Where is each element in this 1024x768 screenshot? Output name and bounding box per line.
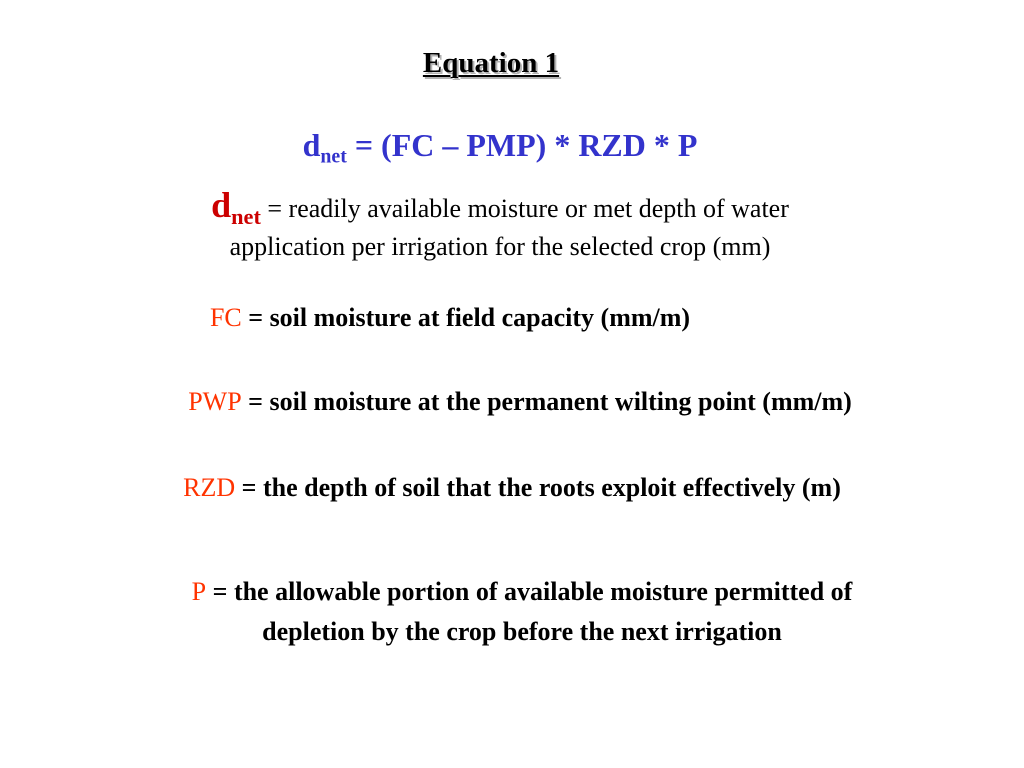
definition-dnet-term-subscript: net [231, 204, 261, 230]
definition-p-text-line2: depletion by the crop before the next irrigation [262, 617, 782, 646]
definition-p-term: P [191, 577, 207, 606]
definition-dnet-text-line1: = readily available moisture or met depth of water [260, 194, 789, 223]
definition-pwp [0, 384, 1024, 420]
definition-fc-term: FC [209, 303, 242, 332]
definition-fc-text: = soil moisture at field capacity (mm/m) [241, 303, 691, 332]
definition-dnet [0, 186, 1000, 266]
slide-title: Equation 1 [422, 47, 560, 79]
equation-rhs: = (FC – PMP) * RZD * P [346, 127, 698, 163]
definition-fc [0, 300, 900, 336]
definition-p-text-line1: = the allowable portion of available moisture permitted of [206, 577, 853, 606]
definition-dnet-term-main: d [211, 185, 232, 225]
definition-rzd-text: = the depth of soil that the roots exploit effectively (m) [235, 473, 841, 502]
equation [0, 126, 1000, 168]
definition-rzd [0, 470, 1024, 506]
definition-pwp-text: = soil moisture at the permanent wilting point (mm/m) [241, 387, 852, 416]
equation-lhs-main: d [302, 127, 321, 163]
definition-pwp-term: PWP [188, 387, 242, 416]
definition-dnet-text-line2: application per irrigation for the selected crop (mm) [229, 232, 771, 261]
definition-p [0, 572, 1024, 652]
definition-dnet-term [211, 185, 261, 230]
equation-lhs-subscript: net [320, 145, 347, 168]
definition-rzd-term: RZD [183, 473, 236, 502]
